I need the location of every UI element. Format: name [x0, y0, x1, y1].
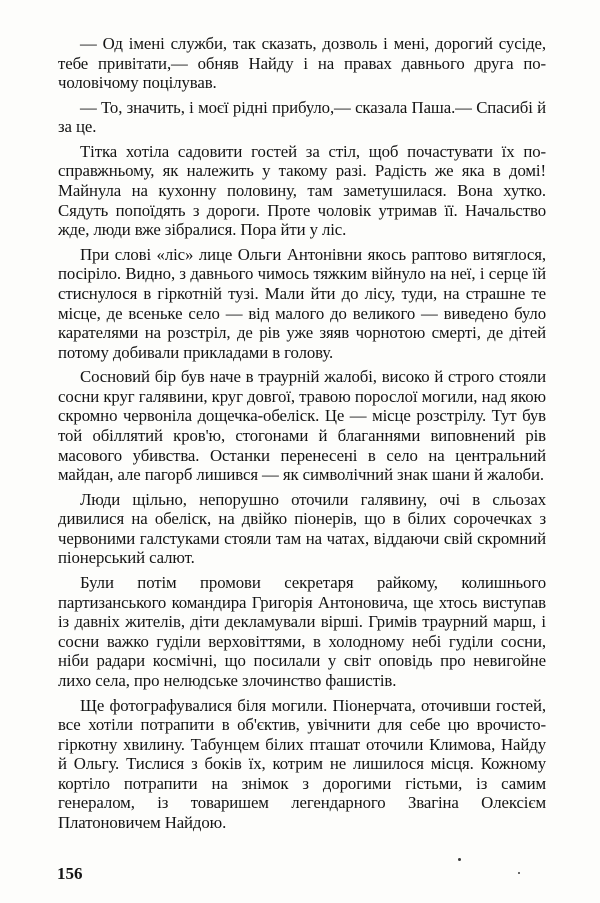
paragraph-photographs: Ще фотографувалися біля могили. Піонерчата, оточивши гостей, все хотіли потрапити в об'єктив, увічнити для себе цю врочисто-гіркотну хвилину. Табунцем білих пташат оточили Климова, Найду й Ольгу. Тислися з боків їх, котрим не лишилося місця. Кожному кортіло потрапити на знімок з дорогими гістьми, із самим генералом, із товаришем легендарного Звагіна Олексієм Платоновичем Найдою.: [58, 695, 546, 832]
paragraph-pasha-reply: — То, значить, і моєї рідні прибуло,— сказала Паша.— Спасибі й за це.: [58, 97, 546, 137]
paragraph-aunt-table: Тітка хотіла садовити гостей за стіл, щоб почастувати їх по-справжньому, як належить у такому разі. Радість же яка в домі! Майнула на кухонну половину, там заметушилася. Вона хутко. Сядуть попоїдять з дороги. Проте чоловік утримав її. Начальство жде, люди вже зібралися. Пора йти у ліс.: [58, 141, 546, 240]
print-speck: [458, 858, 461, 861]
paragraph-forest-word: При слові «ліс» лице Ольги Антонівни якось раптово витяглося, посіріло. Видно, з давнього чимось тяжким війнуло на неї, і серце їй стиснулося в гіркотній тузі. Мали йти до лісу, туди, на страшне те місце, де всеньке село — від малого до великого — виведено було карателями на розстріл, де рів уже зяяв чорнотою смерті, де дітей потому добивали прикладами в голову.: [58, 244, 546, 362]
paragraph-speeches: Були потім промови секретаря райкому, колишнього партизанського командира Григорія Антоновича, ще хтось виступав із давніх жителів, діти декламували вірші. Гримів траурний марш, і сосни важко гуділи верховіттями, в холодному небі гуділи сосни, ніби радари космічні, що посилали у світ оповідь про невигойне лихо села, про нелюдське злочинство фашистів.: [58, 573, 546, 690]
print-speck: [518, 872, 520, 874]
page-number: 156: [57, 864, 83, 883]
body-text: [58, 34, 546, 838]
paragraph-people-obelisk: Люди щільно, непорушно оточили галявину, очі в сльозах дивилися на обеліск, на двійко піонерів, що в білих сорочечках з червоними галстуками стояли там на чатах, віддаючи свій скромний піонерський салют.: [58, 489, 546, 568]
paragraph-pine-forest: Сосновий бір був наче в траурній жалобі, високо й строго стояли сосни круг галявини, круг довгої, травою порослої могили, над якою скромно червоніла дощечка-обеліск. Це — місце розстрілу. Тут був той обіллятий кров'ю, стогонами й благаннями виповнений рів масового убивства. Останки перенесені в село на центральний майдан, але пагорб лишився — як символічний знак шани й жалоби.: [58, 367, 546, 485]
paragraph-greeting: — Од імені служби, так сказать, дозволь і мені, дорогий сусіде, тебе привітати,— обняв Найду і на правах давнього друга по-чоловічому поцілував.: [58, 34, 546, 93]
